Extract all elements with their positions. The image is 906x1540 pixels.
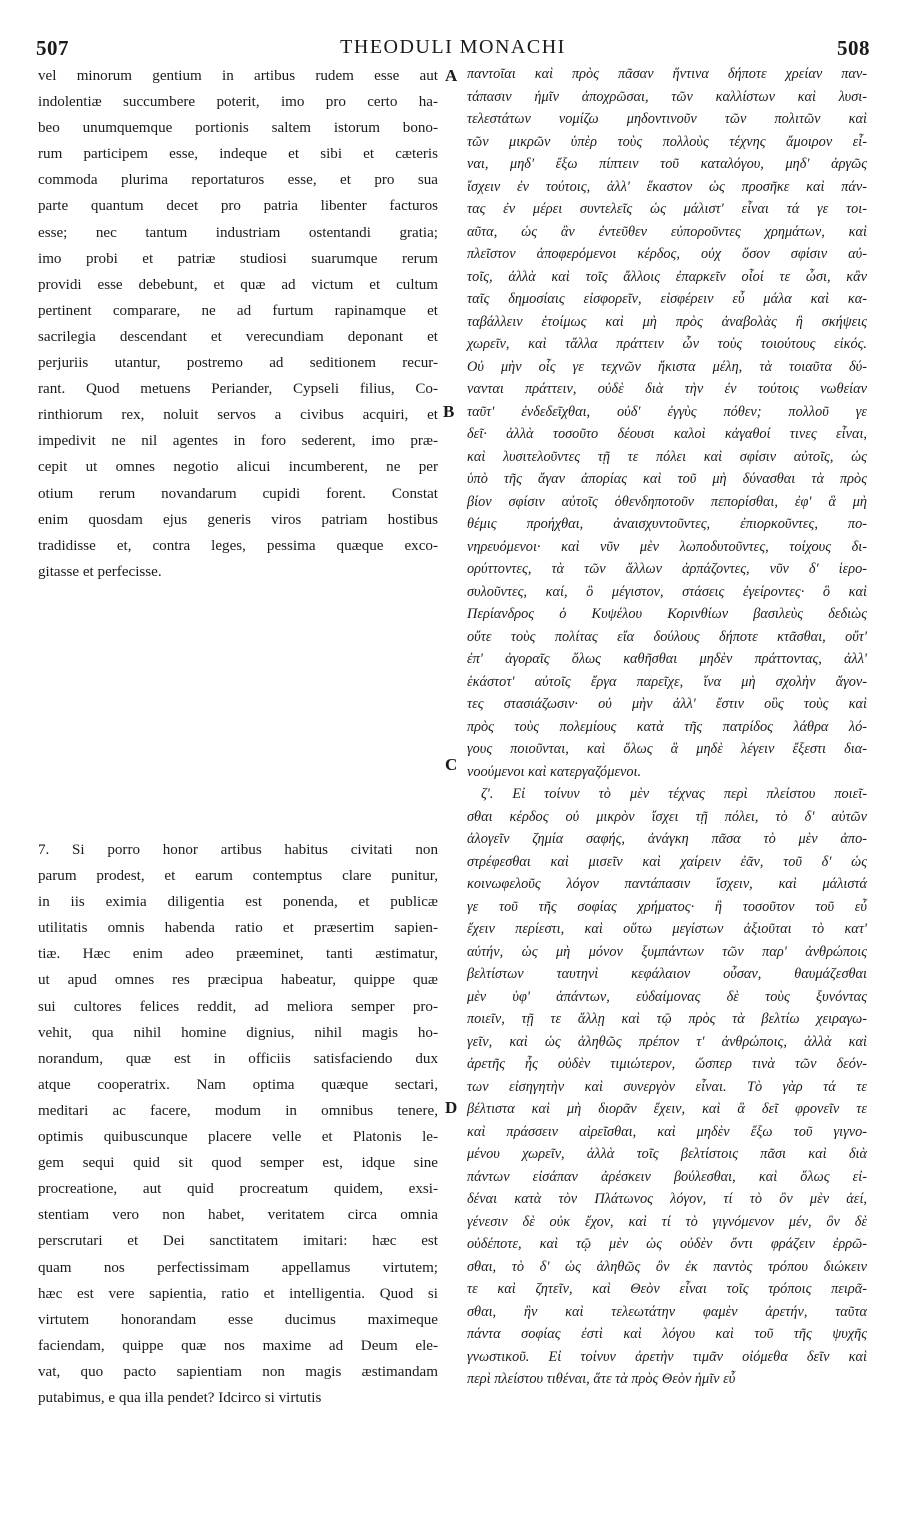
greek-text-line: χωρεῖν, καὶ τἄλλα πράττειν ὧν τοὺς τοιούτους εἰκός.: [467, 336, 867, 352]
greek-text-line: δέναι κατὰ τὸν Πλάτωνος λόγον, τί τὸ ὂν μὲν ἀεί,: [467, 1191, 867, 1207]
latin-text-line: enim quosdam ejus generis viros patriam hostibus: [38, 511, 438, 528]
greek-text-line: τῶν μικρῶν ὑπὲρ τοὺς πολλοὺς τέχνης ἄμοιρον εἶ-: [467, 133, 867, 150]
latin-text-line: norandum, quæ est in officiis satisfaciendo dux: [38, 1050, 438, 1067]
greek-text-line: Οὐ μὴν οἷς γε τεχνῶν ἥκιστα μέλη, τὰ τοιαῦτα δύ-: [467, 358, 867, 375]
greek-text-line: αὐτήν, ὡς μὴ μόνον ξυμπάντων τῶν παρ' ἀνθρώποις: [467, 943, 867, 960]
greek-text-line: ταῖς δημοσίαις εἰσφορεῖν, εἰσφέρειν εὖ μάλα καὶ κα-: [467, 291, 867, 307]
greek-text-line: νηρευόμενοι· καὶ νῦν μὲν λωποδυτοῦντες, τοίχους δι-: [467, 538, 867, 555]
latin-text-line: parte quantum decet pro patria libenter facturos: [38, 198, 438, 215]
latin-text-line: imo probi et patriæ studiosi suarumque rerum: [38, 250, 438, 267]
latin-text-line: tiæ. Hæc enim adeo præeminet, tanti æstimatur,: [38, 946, 438, 963]
greek-text-line: γεῖν, καὶ ὡς ἀληθῶς πρέπον τ' ἀνθρώποις, ἀλλὰ καὶ: [467, 1033, 867, 1050]
latin-text-line: optimis quibuscunque placere velle et Platonis le-: [38, 1129, 438, 1146]
greek-text-line: των εἰσηγητὴν καὶ συνεργὸν εἶναι. Τὸ γὰρ τά τε: [467, 1078, 867, 1095]
latin-text-line: beo unumquemque portionis saltem istorum bono-: [38, 120, 438, 137]
latin-text-line: cepit ut omnes negotio alicui incumberent, ne per: [38, 459, 438, 476]
latin-text-line: providi esse debebunt, et quæ ad victum et cultum: [38, 276, 438, 293]
greek-text-line: σθαι, τὸ δ' ὡς ἀληθῶς ὂν ἐκ παντὸς τρόπου διώκειν: [467, 1258, 867, 1275]
greek-text-line: γους ποιοῦνται, καὶ ὅλως ἃ μηδὲ λέγειν ἔξεστι δια-: [467, 741, 867, 757]
greek-text-line: στρέφεσθαι καὶ μισεῖν καὶ χαίρειν ἐᾶν, τοῦ δ' ὡς: [467, 853, 867, 870]
greek-text-line: αῦτα, ὡς ἂν ἐντεῦθεν εὐποροῦντες χρημάτων, καὶ: [467, 223, 867, 240]
greek-text-line: οὐδέποτε, καὶ τῷ μὲν ὡς οὐδὲν ὄντι φράζειν ἐρρῶ-: [467, 1236, 867, 1252]
latin-text-line: meditari ac facere, modum in omnibus tenere,: [38, 1102, 438, 1119]
greek-text-line: περὶ πλείστου τιθέναι, ἅτε τὰ πρὸς Θεὸν ἡμῖν εὖ: [467, 1371, 736, 1387]
greek-text-line: ορύττοντες, τὰ τῶν ἄλλων ἁρπάζοντες, νῦν δ' ἱερο-: [467, 561, 867, 577]
latin-text-line: hæc est vere sapientia, ratio et intelligentia. Quod si: [38, 1285, 438, 1302]
latin-text-line: atque cooperatrix. Nam optima quæque sectari,: [38, 1076, 438, 1093]
running-title: THEODULI MONACHI: [340, 36, 566, 58]
greek-text-line: μὲν ὑφ' ἁπάντων, εὐδαίμονας δὲ τοὺς ξυνόντας: [467, 988, 867, 1005]
greek-text-line: ἔχειν περίεστι, καὶ οὕτω μεγίστων ἀξιοῦται τὸ κατ': [467, 921, 867, 937]
greek-text-line: γε τοῦ τῆς σοφίας χρήματος· ἣ τοσοῦτον τοῦ εὖ: [467, 898, 867, 915]
latin-text-line: in iis eximia diligentia est ponenda, et publicæ: [38, 894, 438, 911]
latin-text-line: indolentiæ succumbere poterit, imo pro certo ha-: [38, 94, 438, 111]
latin-text-line: sacrilegia descendant et verecundiam deponant et: [38, 328, 438, 345]
latin-text-line: utilitatis omnis habenda ratio et præsertim sapien-: [38, 920, 438, 937]
page-number-right: 508: [837, 36, 870, 60]
greek-text-line: σθαι κέρδος οὐ μικρὸν ἴσχει τῇ πόλει, τὸ δ' αὐτῶν: [467, 808, 867, 825]
greek-text-line: τάπασιν ἡμῖν ἀποχρῶσαι, τῶν καλλίστων καὶ λυσι-: [467, 88, 867, 105]
greek-text-line: Περίανδρος ὁ Κυψέλου Κορινθίων βασιλεὺς δεδιὼς: [467, 606, 867, 622]
latin-text-line: virtutem honorandam esse ducimus maximeque: [38, 1311, 438, 1328]
latin-text-line: putabimus, e qua illa pendet? Idcirco si virtutis: [38, 1389, 322, 1406]
latin-text-line: procreatione, aut quid procreatum quidem, exsi-: [38, 1181, 438, 1198]
latin-text-line: rant. Quod metuens Periander, Cypseli filius, Co-: [38, 381, 438, 398]
latin-text-line: faciendam, quippe quæ nos maxime ad Deum ele-: [38, 1337, 438, 1354]
greek-text-line: καὶ λυσιτελοῦντες τῇ τε πόλει καὶ σφίσιν αὐτοῖς, ὡς: [467, 448, 867, 465]
greek-text-line: ἐπ' ἀγοραῖς ὅλως καθῆσθαι μηδὲν πράττοντας, ἀλλ': [467, 651, 867, 667]
greek-text-line: ὑπὸ τῆς ἄγαν ἀπορίας καὶ τοῦ μὴ δύνασθαι τὰ πρὸς: [467, 471, 867, 487]
latin-text-line: pertinent comparare, ne ad furtum rapinamque et: [38, 302, 438, 319]
greek-text-line: τας ἐν μέρει συντελεῖς ὡς μάλιστ' εἶναι τά γε τοι-: [467, 201, 867, 217]
greek-text-line: τε καὶ ζητεῖν, καὶ Θεὸν εἶναι τοῖς τρόποις πειρᾶ-: [467, 1281, 867, 1297]
greek-text-line: τελεστάτων νομίζω μηδοντινοῦν τῶν πολιτῶν καὶ: [467, 111, 867, 127]
greek-text-line: τοῖς, ἀλλὰ καὶ τοῖς ἄλλοις ἐπαρκεῖν οἷοί τε ὦσι, κἂν: [467, 268, 867, 285]
latin-paragraph-1: [38, 63, 438, 585]
greek-text-line: σθαι, ἣν καὶ τελεωτάτην φαμὲν ἀρετήν, ταῦτα: [467, 1303, 867, 1320]
greek-text-line: βέλτιστα καὶ μὴ διορᾶν ἔχειν, καὶ ἃ δεῖ φρονεῖν τε: [467, 1101, 867, 1117]
greek-text-line: ναι, μηδ' ἔξω πίπτειν τοῦ καταλόγου, μηδ' ἀργῶς: [467, 156, 867, 172]
latin-text-line: vehit, qua nihil homine dignius, nihil magis ho-: [38, 1024, 438, 1041]
greek-text-line: ἀρετῆς ἧς οὐδὲν τιμιώτερον, ὥσπερ τινὰ τῶν δεόν-: [467, 1056, 867, 1072]
latin-text-line: 7. Si porro honor artibus habitus civitati non: [38, 842, 438, 858]
greek-text-line: ἴσχειν ἐν τούτοις, ἀλλ' ἕκαστον ὡς προσῆκε καὶ πάν-: [467, 178, 867, 195]
latin-text-line: sui cultores felices reddit, ad meliora semper pro-: [38, 998, 438, 1015]
latin-text-line: impedivit ne nil agentes in foro sederent, imo præ-: [38, 433, 438, 450]
greek-text-line: παντοῖαι καὶ πρὸς πᾶσαν ἥντινα δήποτε χρείαν παν-: [467, 66, 867, 82]
margin-letter-c: C: [445, 755, 458, 774]
greek-text-line: γένεσιν δὲ οὐκ ἔχον, καὶ τί τὸ γιγνόμενον μέν, ὂν δὲ: [467, 1213, 867, 1230]
latin-text-line: parum prodest, et earum contemptus clare punitur,: [38, 868, 438, 885]
latin-text-line: otium rerum novandarum cupidi forent. Constat: [38, 485, 438, 502]
margin-letter-b: B: [443, 402, 455, 421]
latin-text-line: esse; nec tantum industriam ostentandi gratia;: [38, 224, 438, 241]
greek-text-line: δεῖ· ἀλλὰ τοσοῦτο δέουσι καλοὶ κἀγαθοί τινες εἶναι,: [467, 426, 867, 442]
margin-letter-d: D: [445, 1098, 458, 1117]
margin-letter-a: A: [445, 66, 458, 85]
greek-text-line: ζ'. Εἰ τοίνυν τὸ μὲν τέχνας περὶ πλείστου ποιεῖ-: [481, 786, 867, 802]
greek-text-line: καὶ πράσσειν αἱρεῖσθαι, καὶ μηδὲν ἔξω τοῦ γιγνο-: [467, 1123, 867, 1140]
greek-text-line: ἑκάστοτ' αὐτοῖς ἔργα παρεῖχε, ἵνα μὴ σχολὴν ἄγον-: [467, 673, 867, 690]
greek-text-line: πρὸς τοὺς πολεμίους κατὰ τῆς πατρίδος λάθρα λό-: [467, 718, 867, 735]
latin-text-line: rum participem esse, indeque et sibi et cæteris: [38, 146, 438, 163]
latin-text-line: ut apud omnes res præcipua habeatur, quippe quæ: [38, 972, 438, 989]
greek-text-line: νανται πράττειν, οὐδὲ διὰ τὴν ἐν τούτοις νωθείαν: [467, 381, 867, 397]
greek-text-line: ταβάλλειν ἑτοίμως καὶ μὴ πρὸς ἀναβολὰς ἢ σκήψεις: [467, 313, 867, 330]
latin-text-line: gem sequi quid sit quod semper est, idque sine: [38, 1155, 438, 1172]
greek-text-line: μένου χωρεῖν, ἀλλὰ τοῖς βελτίστοις πᾶσι καὶ διὰ: [467, 1146, 867, 1162]
greek-text-line: πλεῖστον ἀποφερόμενοι κέρδος, οὐχ ὅσον σφίσιν αὐ-: [467, 246, 867, 262]
greek-text-line: συλοῦντες, καί, ὃ μέγιστον, στάσεις ἐγείροντες· ὃ καὶ: [467, 583, 867, 600]
latin-text-line: stentiam vero non habet, veritatem circa omnia: [38, 1207, 438, 1224]
greek-text-line: πάντα σοφίας ἐστὶ καὶ λόγου καὶ τοῦ τῆς ψυχῆς: [467, 1326, 867, 1342]
latin-paragraph-2: [38, 837, 438, 1411]
greek-text-line: γνωστικοῦ. Εἰ τοίνυν ἀρετὴν τιμᾶν οἰόμεθα δεῖν καὶ: [467, 1348, 867, 1365]
greek-text-line: ἀλογεῖν ζημία σαφής, ἀνάγκη πᾶσα τὸ μὲν ἀπο-: [467, 831, 867, 847]
page-number-left: 507: [36, 36, 69, 60]
greek-text-line: οὔτε τοὺς πολίτας εἴα δούλους δήποτε κτᾶσθαι, οὔτ': [467, 628, 867, 645]
latin-text-line: vel minorum gentium in artibus rudem esse aut: [38, 68, 438, 84]
greek-text-line: βελτίστων ταυτηνὶ κεφάλαιον οὖσαν, θαυμάζεσθαι: [467, 966, 867, 982]
latin-text-line: perscrutari et Dei sanctitatem imitari: hæc est: [38, 1233, 438, 1250]
latin-text-line: rinthiorum rex, noluit servos a civibus acquiri, et: [38, 407, 438, 424]
greek-text-line: ταῦτ' ἐνδεδεῖχθαι, οὐδ' ἐγγὺς πόθεν; πολλοῦ γε: [467, 403, 867, 420]
greek-text-line: ποιεῖν, τῇ τε ἄλλῃ καὶ τῷ πρὸς τὰ βελτίω χειραγω-: [467, 1011, 867, 1027]
page-header: [36, 36, 870, 66]
greek-text-line: τες στασιάζωσιν· οὐ μὴν ἀλλ' ἔστιν οὓς τοὺς καὶ: [467, 696, 867, 712]
greek-text-line: θέμις προήχθαι, ἀναισχυντοῦντες, ἐπιορκοῦντες, πο-: [467, 516, 867, 532]
latin-text-line: tradidisse et, contra leges, pessima quæque exco-: [38, 537, 438, 554]
latin-text-line: perjuriis utantur, postremo ad seditionem recur-: [38, 355, 438, 372]
latin-text-line: gitasse et perfecisse.: [38, 563, 162, 580]
latin-text-line: quam nos perfectissimam appellamus virtutem;: [38, 1259, 438, 1276]
latin-text-line: vat, quo pacto sapientiam non magis æstimandam: [38, 1363, 438, 1380]
greek-text-line: νοούμενοι καὶ κατεργαζόμενοι.: [467, 763, 642, 780]
latin-text-line: commoda plurima reportaturos esse, et pro sua: [38, 172, 438, 189]
greek-text-line: βίον σφίσιν αὐτοῖς ὁθενδηποτοῦν πεπορίσθαι, ἐφ' ἃ μὴ: [467, 493, 867, 510]
greek-text-line: πάντων εἰσάπαν ἀρέσκειν βούλεσθαι, καὶ ὅλως εἰ-: [467, 1168, 867, 1185]
greek-column: [467, 63, 867, 1391]
greek-text-line: κοινωφελοῦς λόγον παντάπασιν ἴσχειν, καὶ μάλιστά: [467, 876, 867, 892]
